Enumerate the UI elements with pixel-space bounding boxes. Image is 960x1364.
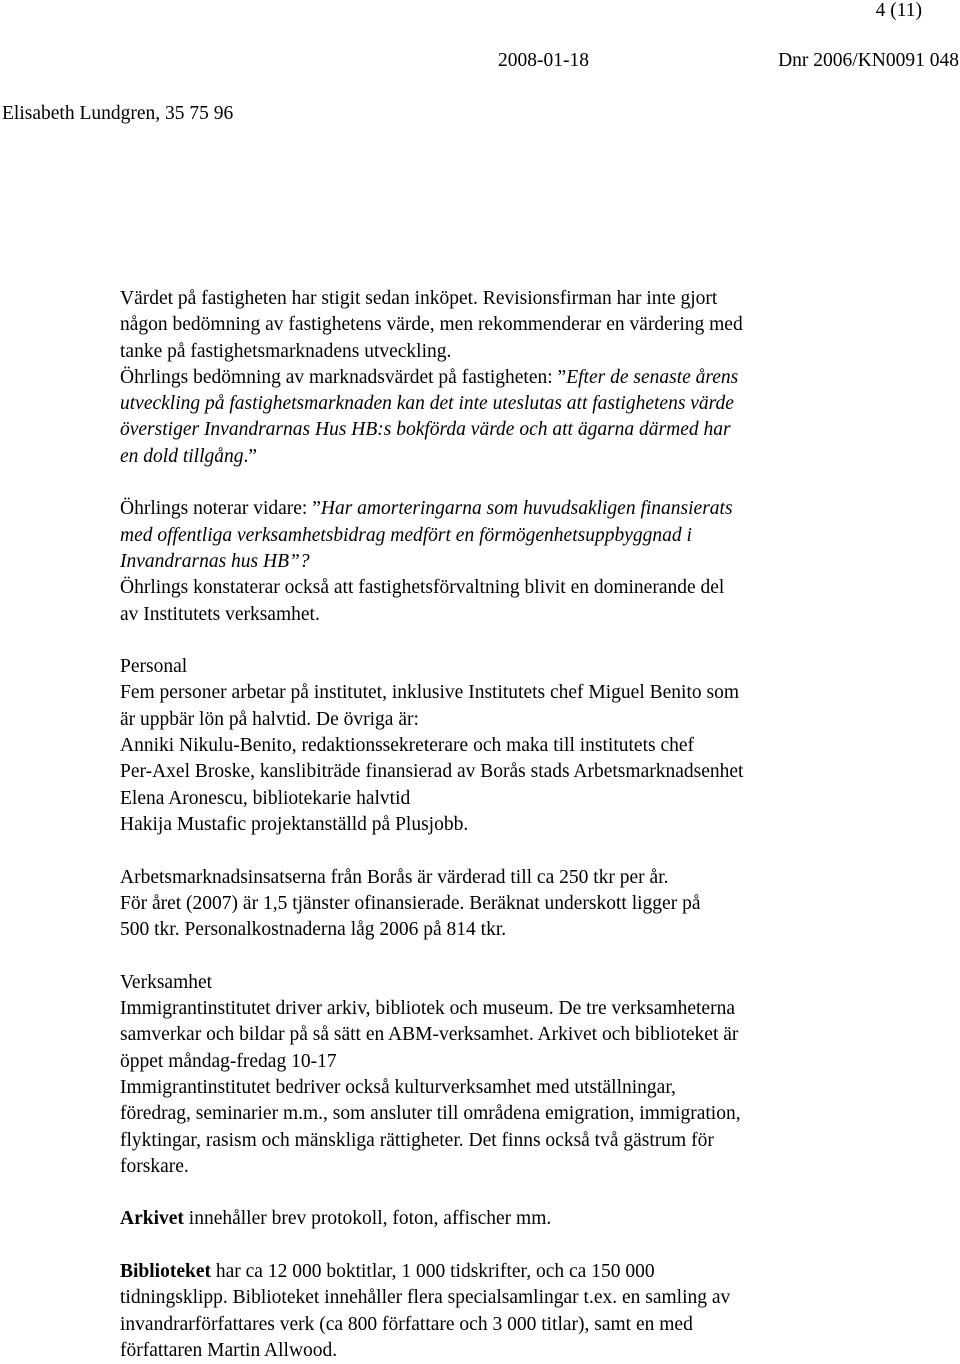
- text-line: Per-Axel Broske, kanslibiträde finansierad av Borås stads Arbetsmarknadsenhet: [120, 761, 744, 783]
- text-line: föredrag, seminarier m.m., som ansluter till områdena emigration, immigration,: [120, 1103, 741, 1125]
- quote-lead: Öhrlings bedömning av marknadsvärdet på fastigheten: ”: [120, 366, 567, 388]
- paragraph-biblioteket: [120, 1259, 850, 1364]
- paragraph-personal: [120, 680, 850, 838]
- quote-text: Efter de senaste årens: [566, 366, 739, 388]
- text-line: tanke på fastighetsmarknadens utveckling.: [120, 340, 452, 362]
- paragraph-ohrlings-conclusion: [120, 575, 850, 628]
- text-line: öppet måndag-fredag 10-17: [120, 1050, 337, 1072]
- term-description: innehåller brev protokoll, foton, affischer mm.: [183, 1208, 552, 1230]
- text-line: [120, 1206, 850, 1232]
- text-line: [120, 1259, 850, 1285]
- text-line: invandrarförfattares verk (ca 800 författare och 3 000 titlar), samt en med: [120, 1313, 693, 1335]
- paragraph-ohrlings-notes: [120, 496, 850, 575]
- text-line: av Institutets verksamhet.: [120, 603, 320, 625]
- paragraph-arkivet: [120, 1206, 850, 1232]
- text-line: är uppbär lön på halvtid. De övriga är:: [120, 708, 419, 730]
- text-line: [120, 365, 850, 391]
- quote-lead: Öhrlings noterar vidare: ”: [120, 498, 321, 520]
- text-line: [120, 444, 850, 470]
- section-heading-personal: Personal: [120, 656, 188, 678]
- text-line: någon bedömning av fastighetens värde, men rekommenderar en värdering med: [120, 314, 743, 336]
- text-line: Elena Aronescu, bibliotekarie halvtid: [120, 787, 411, 809]
- text-line: Immigrantinstitutet bedriver också kulturverksamhet med utställningar,: [120, 1076, 676, 1098]
- text-line: samverkar och bildar på så sätt en ABM-verksamhet. Arkivet och biblioteket är: [120, 1024, 739, 1046]
- quote-text: Har amorteringarna som huvudsakligen finansierats: [320, 498, 733, 520]
- bold-term: Arkivet: [120, 1208, 184, 1230]
- quote-end: .”: [243, 445, 258, 467]
- quote-line: utveckling på fastighetsmarknaden kan det inte uteslutas att fastighetens värde: [120, 393, 734, 415]
- text-line: tidningsklipp. Biblioteket innehåller flera specialsamlingar t.ex. en samling av: [120, 1287, 731, 1309]
- text-line: Anniki Nikulu-Benito, redaktionssekreterare och maka till institutets chef: [120, 735, 695, 757]
- text-line: flyktingar, rasism och mänskliga rättigheter. Det finns också två gästrum för: [120, 1129, 714, 1151]
- document-reference-number: Dnr 2006/KN0091 048: [778, 50, 959, 71]
- text-line: Hakija Mustafic projektanställd på Plusjobb.: [120, 813, 469, 835]
- bold-term: Biblioteket: [120, 1260, 211, 1282]
- page-number: 4 (11): [875, 0, 922, 21]
- paragraph-ohrlings-assessment: [120, 365, 850, 470]
- quote-line: Invandrarnas hus HB”?: [120, 550, 310, 572]
- text-line: Värdet på fastigheten har stigit sedan inköpet. Revisionsfirman har inte gjort: [120, 288, 718, 309]
- section-heading-verksamhet: Verksamhet: [120, 971, 213, 993]
- text-line: Arbetsmarknadsinsatserna från Borås är värderad till ca 250 tkr per år.: [120, 866, 669, 888]
- text-line: För året (2007) är 1,5 tjänster ofinansierade. Beräknat underskott ligger på: [120, 892, 701, 914]
- quote-text: en dold tillgång: [120, 445, 244, 467]
- term-description: har ca 12 000 boktitlar, 1 000 tidskrifter, och ca 150 000: [211, 1260, 655, 1282]
- text-line: forskare.: [120, 1155, 189, 1177]
- text-line: 500 tkr. Personalkostnaderna låg 2006 på 814 tkr.: [120, 919, 507, 941]
- paragraph-property-value: [120, 286, 850, 365]
- text-line: Immigrantinstitutet driver arkiv, bibliotek och museum. De tre verksamheterna: [120, 998, 735, 1020]
- document-body: [120, 286, 850, 1364]
- text-line: Öhrlings konstaterar också att fastighetsförvaltning blivit en dominerande del: [120, 577, 725, 599]
- quote-line: överstiger Invandrarnas Hus HB:s bokförda värde och att ägarna därmed har: [120, 419, 731, 441]
- quote-line: med offentliga verksamhetsbidrag medfört en förmögenhetsuppbyggnad i: [120, 524, 692, 546]
- text-line: författaren Martin Allwood.: [120, 1339, 338, 1361]
- paragraph-verksamhet: [120, 996, 850, 1180]
- paragraph-funding: [120, 865, 850, 944]
- text-line: [120, 496, 850, 522]
- text-line: Fem personer arbetar på institutet, inklusive Institutets chef Miguel Benito som: [120, 682, 740, 704]
- document-date: 2008-01-18: [498, 50, 589, 71]
- author-contact: Elisabeth Lundgren, 35 75 96: [2, 103, 234, 124]
